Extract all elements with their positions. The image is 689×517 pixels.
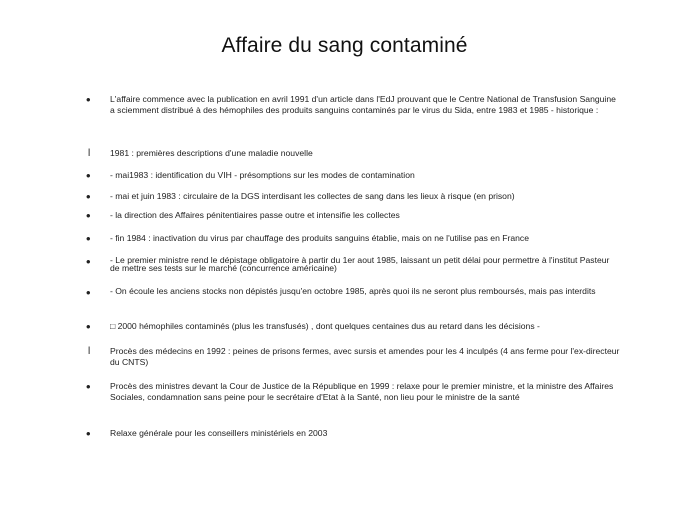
bullet-icon: •: [86, 168, 91, 183]
list-item-text: - mai et juin 1983 : circulaire de la DGS interdisant les collectes de sang dans les lieux à risque (en prison): [110, 191, 515, 201]
bullet-icon: •: [86, 319, 91, 334]
bullet-icon: •: [86, 92, 91, 107]
bullet-icon: •: [86, 426, 91, 441]
bullet-icon: •: [86, 254, 91, 269]
list-item-text: 1981 : premières descriptions d'une maladie nouvelle: [110, 148, 313, 158]
list-item-text: - mai1983 : identification du VIH - présomptions sur les modes de contamination: [110, 170, 415, 180]
list-item-text: L'affaire commence avec la publication en avril 1991 d'un article dans l'EdJ prouvant que le Centre National de Transfusion Sanguine a sciemment distribué à des hémophiles des produits sanguins contaminés par le virus du Sida, entre 1983 et 1985 - historique :: [110, 94, 616, 115]
list-item-text: - On écoule les anciens stocks non dépistés jusqu'en octobre 1985, après quoi ils ne seront plus remboursés, mais pas interdits: [110, 286, 596, 296]
list-item-text: Relaxe générale pour les conseillers ministériels en 2003: [110, 428, 328, 438]
list-item-text: Procès des médecins en 1992 : peines de prisons fermes, avec sursis et amendes pour les 4 inculpés (4 ans ferme pour l'ex-directeur du CNTS): [110, 346, 620, 367]
bullet-icon: •: [86, 285, 91, 300]
slide-title: Affaire du sang contaminé: [221, 34, 468, 57]
list-item-text: Procès des ministres devant la Cour de Justice de la République en 1999 : relaxe pour le premier ministre, et la ministre des Affaires Sociales, condamnation sans peine pour le secrétaire d'Etat à la Santé, non lieu pour le ministre de la santé: [110, 381, 614, 402]
list-item-text: - fin 1984 : inactivation du virus par chauffage des produits sanguins établie, mais on ne l'utilise pas en France: [110, 233, 530, 243]
list-item-text: □ 2000 hémophiles contaminés (plus les transfusés) , dont quelques centaines dus au retard dans les décisions -: [110, 321, 540, 331]
list-item-text: - la direction des Affaires pénitentiaires passe outre et intensifie les collectes: [110, 210, 400, 220]
bullet-icon: •: [86, 189, 91, 204]
bar-marker-icon: l: [88, 346, 91, 357]
bullet-icon: •: [86, 231, 91, 246]
list-item-text: - Le premier ministre rend le dépistage obligatoire à partir du 1er aout 1985, laissant un petit délai pour permettre à l'institut Pasteur de mettre ses tests sur le marché (concurrence américaine): [110, 255, 610, 273]
bar-marker-icon: l: [88, 148, 91, 159]
bullet-icon: •: [86, 379, 91, 394]
bullet-icon: •: [86, 208, 91, 223]
